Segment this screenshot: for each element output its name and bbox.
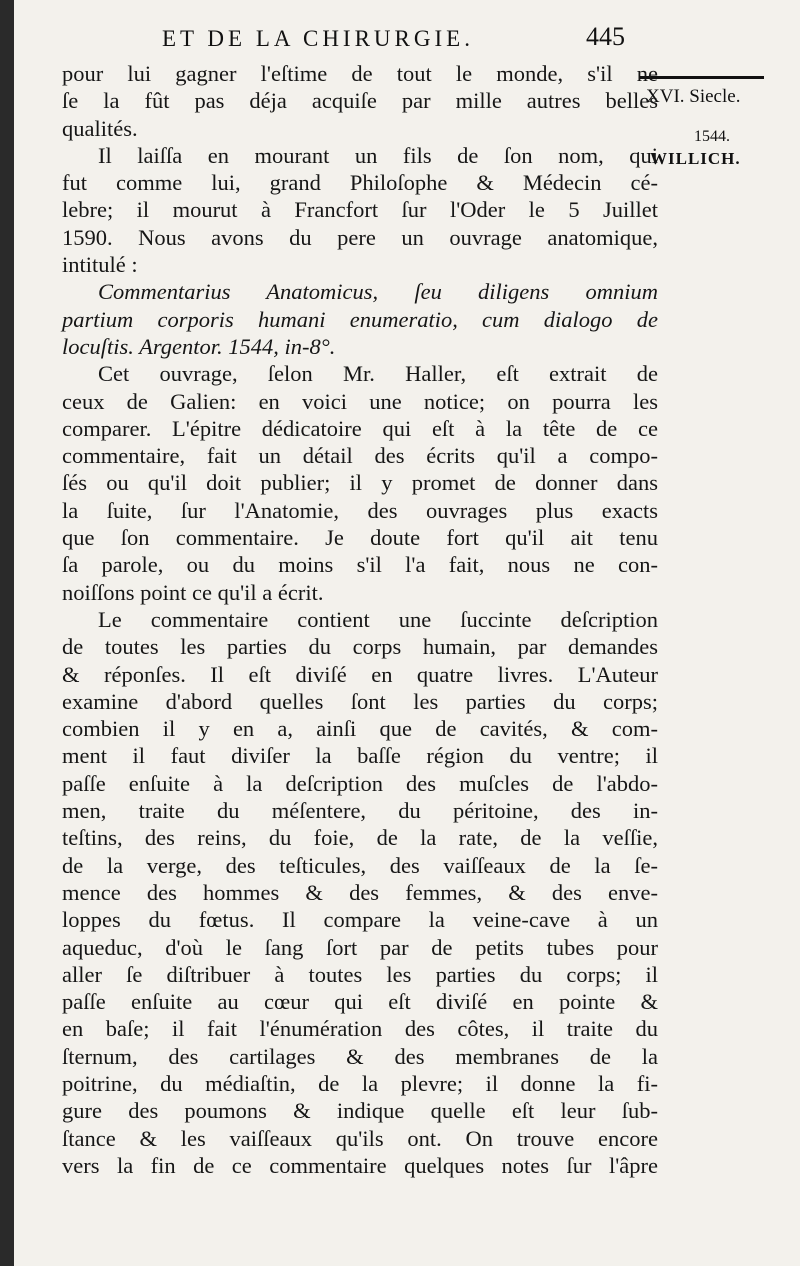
text-line: la ſuite, ſur l'Anatomie, des ouvrages plus exacts	[62, 497, 658, 523]
text-line: commentaire, fait un détail des écrits qu'il a compo-	[62, 443, 658, 469]
text-line: ſés ou qu'il doit publier; il y promet de donner dans	[62, 470, 658, 496]
margin-note-year: 1544.	[694, 128, 730, 145]
text-line: aqueduc, d'où le ſang ſort par de petits tubes pour	[62, 934, 658, 960]
text-line: locuſtis. Argentor. 1544, in-8°.	[62, 333, 336, 359]
margin-note-name: WILLICH.	[650, 149, 741, 168]
text-line: ſtance & les vaiſſeaux qu'ils ont. On trouve encore	[62, 1125, 658, 1151]
text-line: qualités.	[62, 115, 138, 141]
text-line: Cet ouvrage, ſelon Mr. Haller, eſt extrait de	[98, 361, 658, 387]
text-line: 1590. Nous avons du pere un ouvrage anatomique,	[62, 224, 658, 250]
text-line: intitulé :	[62, 252, 138, 278]
text-line: combien il y en a, ainſi que de cavités, & com-	[62, 716, 658, 742]
page-number: 445	[586, 22, 625, 51]
text-line: aller ſe diſtribuer à toutes les parties du corps; il	[62, 961, 658, 987]
margin-rule	[640, 76, 764, 79]
text-line: lebre; il mourut à Francfort ſur l'Oder le 5 Juillet	[62, 197, 658, 223]
text-line: pour lui gagner l'eſtime de tout le monde, s'il ne	[62, 61, 658, 86]
text-line: de la verge, des teſticules, des vaiſſeaux de la ſe-	[62, 852, 658, 878]
text-line: partium corporis humani enumeratio, cum dialogo de	[62, 306, 658, 332]
text-line: Commentarius Anatomicus, ſeu diligens omnium	[98, 279, 658, 305]
text-line: men, traite du méſentere, du péritoine, des in-	[62, 798, 658, 824]
text-line: & réponſes. Il eſt diviſé en quatre livres. L'Auteur	[62, 661, 658, 687]
text-line: examine d'abord quelles ſont les parties du corps;	[62, 688, 658, 714]
text-line: ment il faut diviſer la baſſe région du ventre; il	[62, 743, 658, 769]
text-line: que ſon commentaire. Je doute fort qu'il ait tenu	[62, 525, 658, 551]
text-line: poitrine, du médiaſtin, de la plevre; il donne la fi-	[62, 1070, 658, 1096]
text-line: Le commentaire contient une ſuccinte deſcription	[98, 606, 658, 632]
text-line: vers la fin de ce commentaire quelques notes ſur l'âpre	[62, 1152, 658, 1178]
text-line: noiſſons point ce qu'il a écrit.	[62, 579, 324, 605]
text-line: teſtins, des reins, du foie, de la rate, de la veſſie,	[62, 825, 658, 851]
text-line: paſſe enſuite à la deſcription des muſcles de l'abdo-	[62, 770, 658, 796]
text-line: ſa parole, ou du moins s'il l'a fait, nous ne con-	[62, 552, 658, 578]
text-line: ceux de Galien: en voici une notice; on pourra les	[62, 388, 658, 414]
text-line: gure des poumons & indique quelle eſt leur ſub-	[62, 1098, 658, 1124]
text-line: loppes du fœtus. Il compare la veine-cave à un	[62, 907, 658, 933]
text-line: fut comme lui, grand Philoſophe & Médecin cé-	[62, 170, 658, 196]
text-line: Il laiſſa en mourant un fils de ſon nom, qui	[98, 142, 658, 168]
text-line: ſternum, des cartilages & des membranes de la	[62, 1043, 658, 1069]
running-head: ET DE LA CHIRURGIE.	[162, 26, 474, 51]
text-line: mence des hommes & des femmes, & des enve-	[62, 879, 658, 905]
text-line: paſſe enſuite au cœur qui eſt diviſé en pointe &	[62, 989, 658, 1015]
text-line: comparer. L'épitre dédicatoire qui eſt à la tête de ce	[62, 415, 658, 441]
text-line: en baſe; il fait l'énumération des côtes, il traite du	[62, 1016, 658, 1042]
text-line: de toutes les parties du corps humain, par demandes	[62, 634, 658, 660]
body-text	[62, 60, 658, 1179]
book-page	[14, 0, 800, 1266]
text-line: ſe la fût pas déja acquiſe par mille autres belles	[62, 88, 658, 114]
margin-note-century: XVI. Siecle.	[646, 86, 741, 107]
